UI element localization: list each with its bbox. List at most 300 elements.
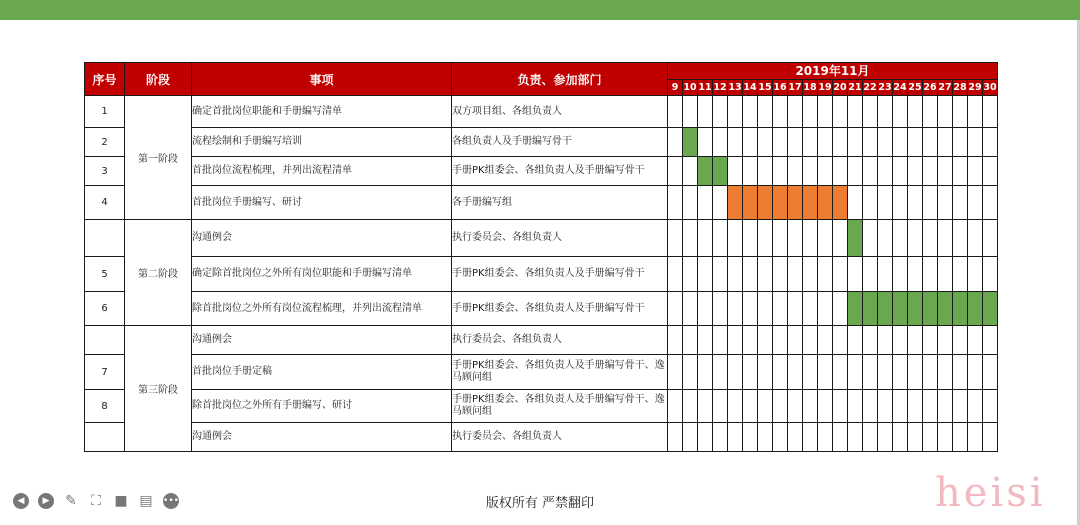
day-header: 26	[923, 80, 938, 96]
day-cell	[878, 186, 893, 220]
day-header: 18	[803, 80, 818, 96]
header-no: 序号	[85, 63, 125, 96]
day-cell	[893, 423, 908, 452]
day-cell	[683, 355, 698, 390]
day-header: 21	[848, 80, 863, 96]
day-cell	[773, 128, 788, 157]
gantt-bar-cell	[803, 186, 818, 220]
day-cell	[698, 128, 713, 157]
day-cell	[713, 128, 728, 157]
day-header: 20	[833, 80, 848, 96]
table-row	[85, 326, 998, 355]
day-cell	[818, 96, 833, 128]
day-cell	[668, 355, 683, 390]
row-number: 7	[85, 355, 125, 390]
day-cell	[863, 186, 878, 220]
day-cell	[758, 326, 773, 355]
day-cell	[818, 292, 833, 326]
day-cell	[953, 257, 968, 292]
day-cell	[698, 292, 713, 326]
day-cell	[758, 423, 773, 452]
day-cell	[968, 390, 983, 423]
day-cell	[683, 423, 698, 452]
day-cell	[953, 355, 968, 390]
day-cell	[863, 257, 878, 292]
day-cell	[953, 128, 968, 157]
day-cell	[863, 423, 878, 452]
day-cell	[818, 423, 833, 452]
day-header: 25	[908, 80, 923, 96]
gantt-bar-cell	[698, 157, 713, 186]
day-cell	[713, 292, 728, 326]
gantt-bar-cell	[788, 186, 803, 220]
row-number: 3	[85, 157, 125, 186]
day-cell	[983, 186, 998, 220]
more-icon[interactable]: •••	[163, 493, 179, 509]
day-cell	[818, 220, 833, 257]
day-header: 23	[878, 80, 893, 96]
day-cell	[983, 96, 998, 128]
day-cell	[923, 355, 938, 390]
day-cell	[773, 157, 788, 186]
day-cell	[773, 355, 788, 390]
day-cell	[803, 355, 818, 390]
day-cell	[908, 423, 923, 452]
day-cell	[878, 96, 893, 128]
camera-icon[interactable]: ■	[114, 493, 128, 509]
day-header: 14	[743, 80, 758, 96]
day-cell	[803, 292, 818, 326]
day-cell	[743, 220, 758, 257]
day-cell	[908, 157, 923, 186]
dept-cell: 手册PK组委会、各组负责人及手册编写骨干、逸马顾问组	[452, 355, 668, 390]
day-header: 19	[818, 80, 833, 96]
day-cell	[893, 390, 908, 423]
day-cell	[818, 326, 833, 355]
gantt-bar-cell	[968, 292, 983, 326]
prev-icon[interactable]: ◀	[13, 493, 29, 509]
day-header: 27	[938, 80, 953, 96]
day-cell	[758, 390, 773, 423]
pen-icon[interactable]: ✎	[65, 493, 77, 509]
day-cell	[773, 326, 788, 355]
table-row	[85, 355, 998, 390]
day-cell	[953, 96, 968, 128]
day-cell	[968, 186, 983, 220]
day-cell	[743, 355, 758, 390]
day-cell	[833, 257, 848, 292]
day-header: 15	[758, 80, 773, 96]
day-cell	[878, 128, 893, 157]
day-cell	[743, 390, 758, 423]
day-header: 22	[863, 80, 878, 96]
table-row	[85, 292, 998, 326]
day-cell	[788, 257, 803, 292]
day-header: 17	[788, 80, 803, 96]
dept-cell: 各组负责人及手册编写骨干	[452, 128, 668, 157]
table-row	[85, 220, 998, 257]
day-cell	[848, 390, 863, 423]
day-cell	[938, 257, 953, 292]
day-header: 30	[983, 80, 998, 96]
day-cell	[968, 257, 983, 292]
day-cell	[983, 157, 998, 186]
day-cell	[698, 390, 713, 423]
day-cell	[773, 96, 788, 128]
day-cell	[953, 186, 968, 220]
day-cell	[758, 292, 773, 326]
day-cell	[953, 423, 968, 452]
day-cell	[878, 257, 893, 292]
item-cell: 首批岗位手册编写、研讨	[192, 186, 452, 220]
next-icon[interactable]: ▶	[38, 493, 54, 509]
gantt-table	[84, 62, 998, 452]
day-cell	[668, 423, 683, 452]
day-header: 12	[713, 80, 728, 96]
gantt-bar-cell	[848, 292, 863, 326]
copyright-footer: 版权所有 严禁翻印	[485, 496, 595, 511]
day-header: 24	[893, 80, 908, 96]
day-cell	[983, 257, 998, 292]
day-cell	[833, 128, 848, 157]
item-cell: 沟通例会	[192, 423, 452, 452]
day-cell	[728, 292, 743, 326]
row-number: 4	[85, 186, 125, 220]
day-cell	[683, 220, 698, 257]
day-cell	[983, 326, 998, 355]
dept-cell: 执行委员会、各组负责人	[452, 326, 668, 355]
day-cell	[848, 355, 863, 390]
day-cell	[878, 326, 893, 355]
day-cell	[863, 326, 878, 355]
day-cell	[983, 355, 998, 390]
day-cell	[923, 220, 938, 257]
day-cell	[668, 186, 683, 220]
day-cell	[848, 96, 863, 128]
gantt-bar-cell	[743, 186, 758, 220]
dept-cell: 手册PK组委会、各组负责人及手册编写骨干	[452, 257, 668, 292]
day-cell	[803, 157, 818, 186]
day-cell	[968, 423, 983, 452]
day-cell	[743, 423, 758, 452]
day-cell	[938, 355, 953, 390]
day-cell	[803, 423, 818, 452]
day-cell	[728, 128, 743, 157]
day-cell	[668, 220, 683, 257]
day-cell	[878, 390, 893, 423]
day-cell	[713, 186, 728, 220]
day-cell	[683, 326, 698, 355]
day-cell	[968, 157, 983, 186]
day-cell	[953, 157, 968, 186]
day-cell	[713, 390, 728, 423]
item-cell: 除首批岗位之外所有岗位流程梳理，并列出流程清单	[192, 292, 452, 326]
item-cell: 除首批岗位之外所有手册编写、研讨	[192, 390, 452, 423]
day-cell	[713, 220, 728, 257]
day-cell	[908, 186, 923, 220]
day-cell	[668, 292, 683, 326]
day-cell	[833, 292, 848, 326]
day-cell	[878, 423, 893, 452]
day-cell	[743, 157, 758, 186]
day-cell	[728, 257, 743, 292]
day-cell	[773, 423, 788, 452]
day-cell	[698, 186, 713, 220]
day-cell	[938, 128, 953, 157]
day-cell	[848, 186, 863, 220]
day-cell	[923, 157, 938, 186]
stage-cell: 第一阶段	[125, 96, 192, 220]
dept-cell: 手册PK组委会、各组负责人及手册编写骨干、逸马顾问组	[452, 390, 668, 423]
day-cell	[863, 96, 878, 128]
day-cell	[953, 390, 968, 423]
day-cell	[833, 220, 848, 257]
day-cell	[788, 128, 803, 157]
day-cell	[788, 220, 803, 257]
day-cell	[758, 355, 773, 390]
day-cell	[758, 96, 773, 128]
row-number	[85, 326, 125, 355]
day-cell	[788, 292, 803, 326]
table-row	[85, 390, 998, 423]
day-cell	[983, 390, 998, 423]
day-cell	[848, 157, 863, 186]
gantt-bar-cell	[893, 292, 908, 326]
screenshot-icon[interactable]: ⛶	[91, 493, 101, 509]
day-cell	[893, 355, 908, 390]
item-cell: 确定除首批岗位之外所有岗位职能和手册编写清单	[192, 257, 452, 292]
day-cell	[818, 355, 833, 390]
day-cell	[863, 390, 878, 423]
day-cell	[788, 326, 803, 355]
day-cell	[668, 96, 683, 128]
day-cell	[983, 128, 998, 157]
dept-cell: 执行委员会、各组负责人	[452, 423, 668, 452]
item-cell: 沟通例会	[192, 220, 452, 257]
day-cell	[803, 96, 818, 128]
gantt-bar-cell	[713, 157, 728, 186]
gantt-bar-cell	[683, 128, 698, 157]
stage-cell: 第二阶段	[125, 220, 192, 326]
day-cell	[773, 390, 788, 423]
table-row	[85, 128, 998, 157]
day-cell	[773, 220, 788, 257]
day-cell	[713, 423, 728, 452]
day-cell	[683, 257, 698, 292]
day-cell	[863, 355, 878, 390]
gantt-bar-cell	[878, 292, 893, 326]
day-cell	[833, 355, 848, 390]
day-cell	[758, 157, 773, 186]
row-number: 1	[85, 96, 125, 128]
day-cell	[803, 220, 818, 257]
day-cell	[698, 96, 713, 128]
dept-cell: 各手册编写组	[452, 186, 668, 220]
day-cell	[803, 326, 818, 355]
day-cell	[668, 257, 683, 292]
day-cell	[923, 257, 938, 292]
gantt-bar-cell	[728, 186, 743, 220]
day-cell	[728, 220, 743, 257]
day-cell	[728, 423, 743, 452]
gantt-bar-cell	[923, 292, 938, 326]
day-cell	[683, 390, 698, 423]
dept-cell: 手册PK组委会、各组负责人及手册编写骨干	[452, 292, 668, 326]
day-cell	[668, 128, 683, 157]
day-cell	[818, 257, 833, 292]
day-cell	[863, 220, 878, 257]
gantt-bar-cell	[983, 292, 998, 326]
day-cell	[683, 292, 698, 326]
item-cell: 首批岗位手册定稿	[192, 355, 452, 390]
day-cell	[968, 326, 983, 355]
day-cell	[668, 390, 683, 423]
dept-cell: 手册PK组委会、各组负责人及手册编写骨干	[452, 157, 668, 186]
table-row	[85, 157, 998, 186]
day-cell	[728, 355, 743, 390]
row-number: 2	[85, 128, 125, 157]
day-cell	[878, 355, 893, 390]
day-cell	[728, 96, 743, 128]
day-cell	[743, 96, 758, 128]
day-cell	[968, 220, 983, 257]
day-cell	[758, 220, 773, 257]
day-cell	[923, 326, 938, 355]
day-cell	[788, 355, 803, 390]
day-cell	[698, 326, 713, 355]
day-cell	[698, 220, 713, 257]
header-month: 2019年11月	[668, 63, 998, 80]
day-cell	[833, 326, 848, 355]
row-number: 5	[85, 257, 125, 292]
day-cell	[713, 96, 728, 128]
day-cell	[938, 186, 953, 220]
day-cell	[788, 423, 803, 452]
day-header: 9	[668, 80, 683, 96]
day-cell	[683, 96, 698, 128]
day-cell	[803, 128, 818, 157]
day-cell	[818, 128, 833, 157]
day-cell	[683, 186, 698, 220]
day-cell	[788, 390, 803, 423]
day-cell	[968, 128, 983, 157]
day-cell	[743, 128, 758, 157]
gantt-bar-cell	[773, 186, 788, 220]
day-cell	[923, 96, 938, 128]
day-cell	[863, 128, 878, 157]
day-cell	[818, 390, 833, 423]
table-row	[85, 186, 998, 220]
day-cell	[848, 257, 863, 292]
header-stage: 阶段	[125, 63, 192, 96]
day-cell	[698, 355, 713, 390]
day-cell	[683, 157, 698, 186]
day-cell	[968, 355, 983, 390]
day-cell	[803, 257, 818, 292]
day-cell	[863, 157, 878, 186]
day-cell	[908, 220, 923, 257]
gantt-bar-cell	[848, 220, 863, 257]
day-cell	[908, 390, 923, 423]
day-cell	[833, 157, 848, 186]
day-cell	[953, 220, 968, 257]
dept-cell: 双方项目组、各组负责人	[452, 96, 668, 128]
day-cell	[953, 326, 968, 355]
row-number	[85, 220, 125, 257]
table-row	[85, 423, 998, 452]
day-cell	[713, 257, 728, 292]
table-row	[85, 96, 998, 128]
row-number: 8	[85, 390, 125, 423]
day-cell	[983, 220, 998, 257]
day-cell	[743, 257, 758, 292]
header-dept: 负责、参加部门	[452, 63, 668, 96]
stage-cell: 第三阶段	[125, 326, 192, 452]
day-cell	[878, 157, 893, 186]
table-row	[85, 257, 998, 292]
gantt-bar-cell	[758, 186, 773, 220]
day-cell	[968, 96, 983, 128]
day-cell	[908, 326, 923, 355]
day-cell	[773, 292, 788, 326]
gantt-bar-cell	[833, 186, 848, 220]
day-cell	[938, 157, 953, 186]
day-cell	[938, 423, 953, 452]
comment-icon[interactable]: ▤	[139, 493, 153, 509]
day-cell	[818, 157, 833, 186]
day-cell	[908, 96, 923, 128]
day-cell	[848, 423, 863, 452]
day-cell	[833, 96, 848, 128]
watermark: heisi	[935, 470, 1046, 516]
day-cell	[983, 423, 998, 452]
day-cell	[893, 128, 908, 157]
day-cell	[803, 390, 818, 423]
day-cell	[893, 96, 908, 128]
day-header: 11	[698, 80, 713, 96]
day-cell	[848, 128, 863, 157]
day-cell	[833, 390, 848, 423]
gantt-bar-cell	[863, 292, 878, 326]
day-cell	[713, 355, 728, 390]
day-cell	[923, 423, 938, 452]
day-cell	[908, 257, 923, 292]
day-cell	[728, 390, 743, 423]
day-cell	[668, 157, 683, 186]
day-cell	[938, 220, 953, 257]
day-cell	[938, 390, 953, 423]
day-header: 28	[953, 80, 968, 96]
day-cell	[698, 423, 713, 452]
day-header: 13	[728, 80, 743, 96]
day-cell	[713, 326, 728, 355]
day-cell	[938, 96, 953, 128]
gantt-bar-cell	[938, 292, 953, 326]
row-number	[85, 423, 125, 452]
item-cell: 首批岗位流程梳理，并列出流程清单	[192, 157, 452, 186]
day-cell	[788, 96, 803, 128]
day-cell	[893, 186, 908, 220]
day-cell	[698, 257, 713, 292]
item-cell: 确定首批岗位职能和手册编写清单	[192, 96, 452, 128]
day-header: 10	[683, 80, 698, 96]
gantt-bar-cell	[953, 292, 968, 326]
day-cell	[848, 326, 863, 355]
day-cell	[923, 390, 938, 423]
day-cell	[938, 326, 953, 355]
day-cell	[728, 157, 743, 186]
day-cell	[728, 326, 743, 355]
